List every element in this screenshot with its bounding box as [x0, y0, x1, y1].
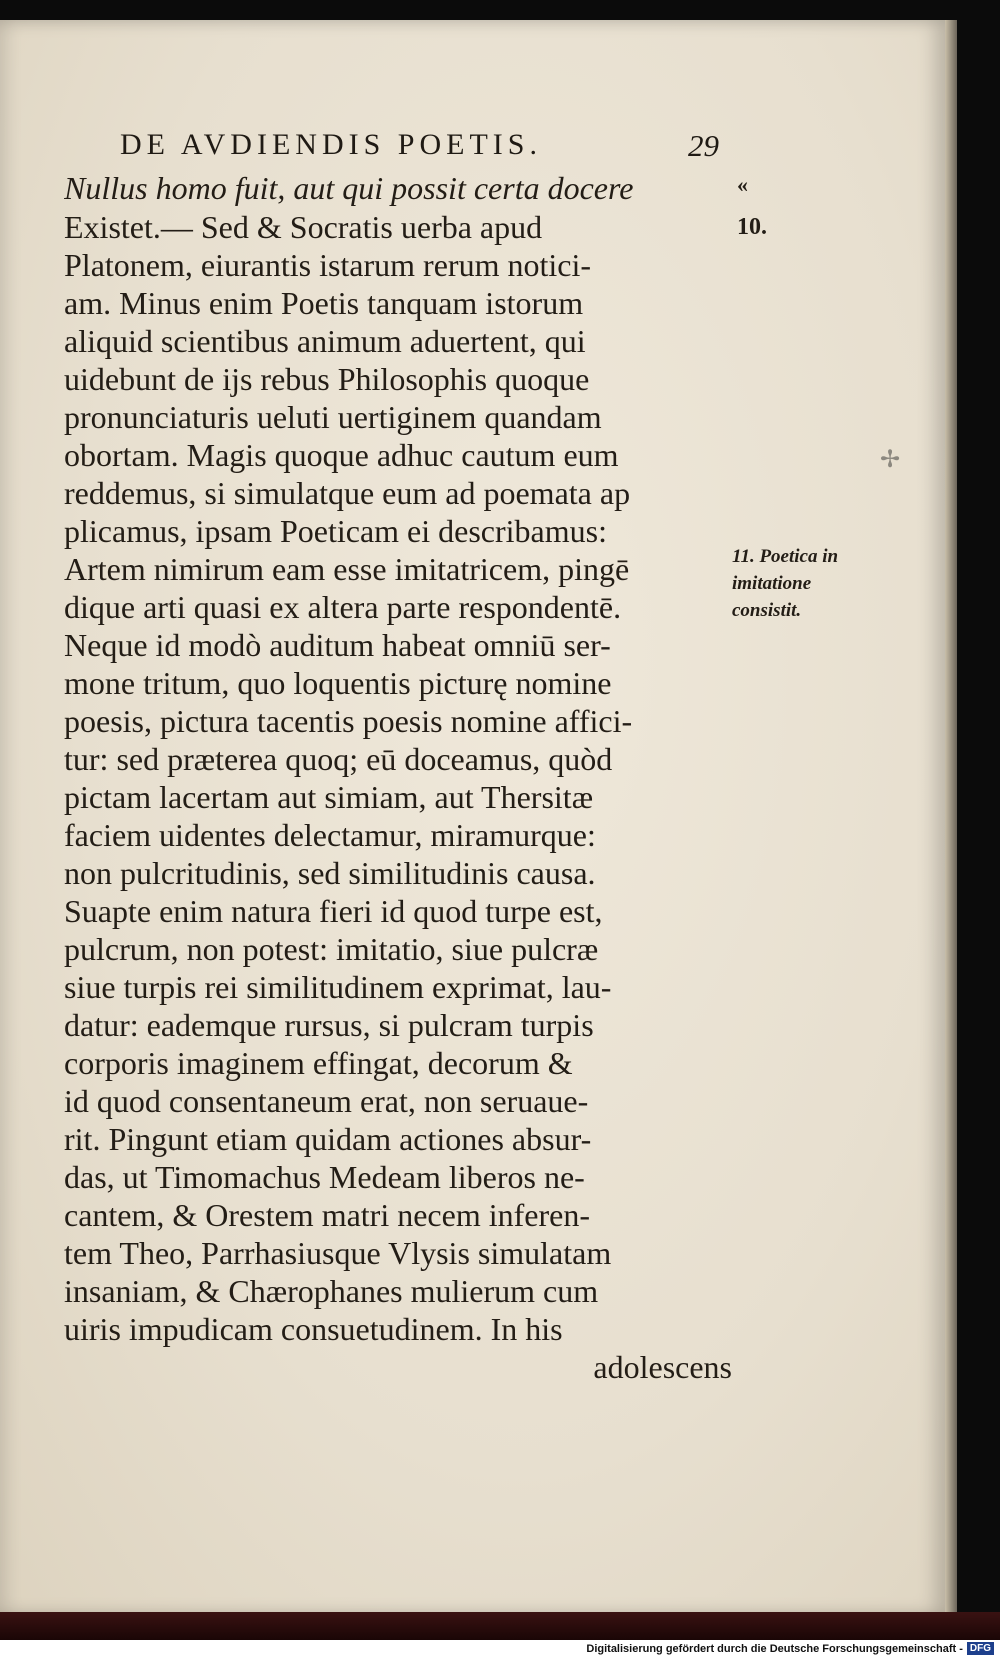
text-line-17: pictam lacertam aut simiam, aut Thersitæ: [64, 779, 594, 815]
text-line-29: tem Theo, Parrhasiusque Vlysis simulatam: [64, 1235, 612, 1271]
text-line-11: Artem nimirum eam esse imitatricem, pingē: [64, 551, 630, 587]
text-line-20: Suapte enim natura fieri id quod turpe est,: [64, 893, 603, 929]
text-line-31: uiris impudicam consuetudinem. In his: [64, 1311, 563, 1347]
text-line-14: mone tritum, quo loquentis picturę nomine: [64, 665, 612, 701]
text-line-4: am. Minus enim Poetis tanquam istorum: [64, 285, 584, 321]
text-line-24: corporis imaginem effingat, decorum &: [64, 1045, 573, 1081]
text-line-8: obortam. Magis quoque adhuc cautum eum: [64, 437, 619, 473]
text-line-6: uidebunt de ijs rebus Philosophis quoque: [64, 361, 590, 397]
page-edge-shadow: [945, 20, 957, 1615]
margin-note-line-2: imitatione: [732, 573, 812, 594]
ornament-icon: ✢: [880, 447, 901, 473]
text-line-27: das, ut Timomachus Medeam liberos ne-: [64, 1159, 585, 1195]
text-line-12: dique arti quasi ex altera parte respondentē.: [64, 589, 622, 625]
text-line-16: tur: sed præterea quoq; eū doceamus, quòd: [64, 741, 613, 777]
text-line-9: reddemus, si simulatque eum ad poemata ap: [64, 475, 631, 511]
text-line-21: pulcrum, non potest: imitatio, siue pulcræ: [64, 931, 599, 967]
text-line-10: plicamus, ipsam Poeticam ei describamus:: [64, 513, 607, 549]
text-line-26: rit. Pingunt etiam quidam actiones absur-: [64, 1121, 592, 1157]
text-line-7: pronunciaturis ueluti uertiginem quandam: [64, 399, 602, 435]
catchword: adolescens: [593, 1349, 732, 1385]
margin-section-10: 10.: [737, 214, 767, 240]
margin-note-line-1: 11. Poetica in: [732, 546, 839, 567]
dfg-logo: DFG: [967, 1642, 994, 1655]
text-line-1: Nullus homo fuit, aut qui possit certa docere: [64, 170, 634, 206]
text-line-30: insaniam, & Chærophanes mulierum cum: [64, 1273, 599, 1309]
text-line-23: datur: eademque rursus, si pulcram turpis: [64, 1007, 594, 1043]
text-line-3: Platonem, eiurantis istarum rerum notici-: [64, 247, 591, 283]
text-line-22: siue turpis rei similitudinem exprimat, lau-: [64, 969, 612, 1005]
page-number: 29: [688, 128, 719, 163]
footer-credit: [586, 1642, 994, 1655]
text-line-2: Existet.— Sed & Socratis uerba apud: [64, 209, 543, 245]
text-line-13: Neque id modò auditum habeat omniū ser-: [64, 627, 611, 663]
text-line-15: poesis, pictura tacentis poesis nomine affici-: [64, 703, 633, 739]
margin-note-line-3: consistit.: [732, 600, 802, 621]
footer-credit-text: Digitalisierung gefördert durch die Deutsche Forschungsgemeinschaft -: [586, 1642, 963, 1655]
running-head: DE AVDIENDIS POETIS.: [120, 128, 542, 161]
text-line-5: aliquid scientibus animum aduertent, qui: [64, 323, 586, 359]
book-cover-bottom: [0, 1612, 1000, 1640]
text-line-19: non pulcritudinis, sed similitudinis causa.: [64, 855, 596, 891]
text-line-25: id quod consentaneum erat, non seruaue-: [64, 1083, 589, 1119]
text-line-18: faciem uidentes delectamur, miramurque:: [64, 817, 596, 853]
text-line-28: cantem, & Orestem matri necem inferen-: [64, 1197, 590, 1233]
margin-quote-mark: «: [737, 172, 748, 197]
